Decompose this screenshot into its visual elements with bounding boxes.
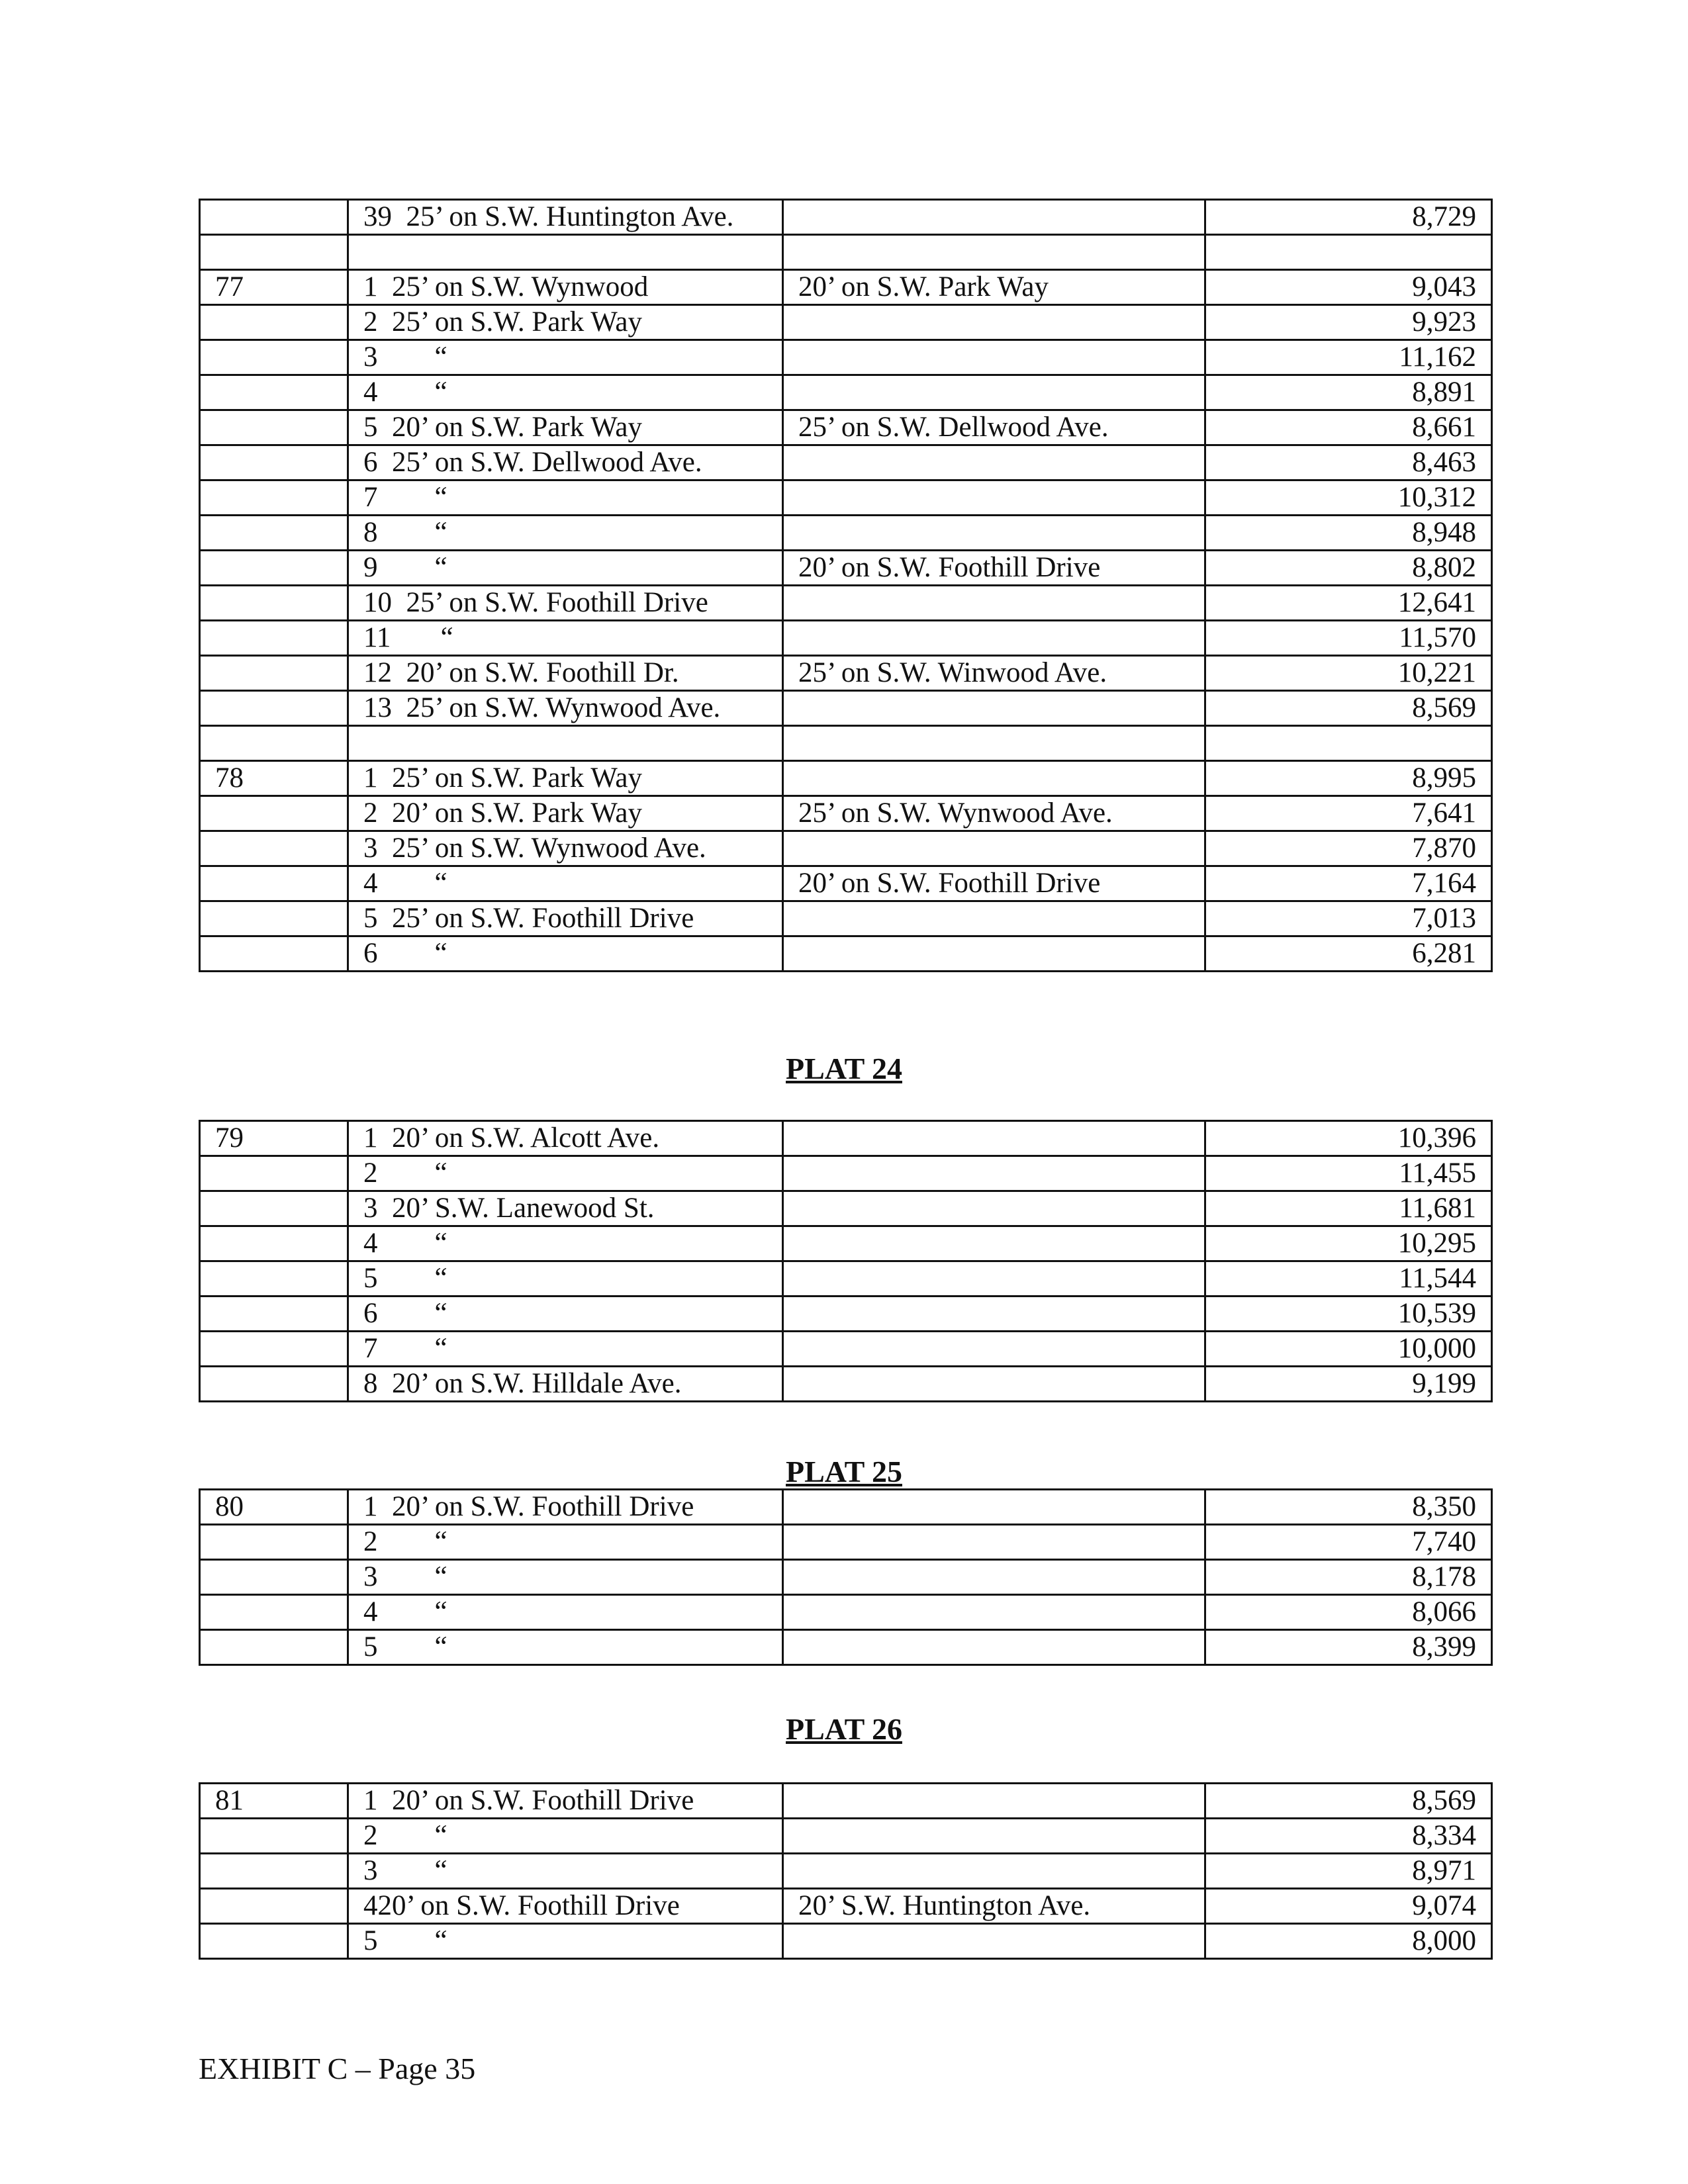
area-cell: 9,923 [1205,305,1492,340]
area-cell: 11,544 [1205,1261,1492,1297]
block-cell [200,340,348,375]
lot-cell: 10 25’ on S.W. Foothill Drive [348,586,783,621]
lot-cell: 5 “ [348,1924,783,1959]
lot-cell: 12 20’ on S.W. Foothill Dr. [348,656,783,691]
block-cell [200,1156,348,1191]
lot-cell [348,235,783,270]
table-row [200,516,1492,551]
frontage-cell [783,305,1205,340]
table-row [200,375,1492,410]
block-cell [200,1560,348,1595]
block-cell [200,621,348,656]
area-cell: 7,740 [1205,1525,1492,1560]
block-cell: 77 [200,270,348,305]
lot-cell: 5 20’ on S.W. Park Way [348,410,783,445]
frontage-cell [783,1924,1205,1959]
lot-cell: 4 “ [348,1595,783,1630]
frontage-cell [783,1297,1205,1332]
block-cell [200,410,348,445]
frontage-cell [783,1121,1205,1156]
area-cell: 8,802 [1205,551,1492,586]
frontage-cell [783,445,1205,480]
table-row [200,1191,1492,1226]
frontage-cell [783,1156,1205,1191]
lot-cell: 3 25’ on S.W. Wynwood Ave. [348,831,783,866]
table-row [200,1121,1492,1156]
area-cell: 10,539 [1205,1297,1492,1332]
lot-cell: 4 “ [348,1226,783,1261]
lot-cell: 4 “ [348,866,783,901]
frontage-cell [783,200,1205,235]
lot-table-plat-26 [199,1782,1493,1960]
area-cell: 9,199 [1205,1367,1492,1402]
block-cell [200,586,348,621]
frontage-cell [783,1784,1205,1819]
block-cell [200,1332,348,1367]
table-row [200,445,1492,480]
area-cell: 8,399 [1205,1630,1492,1665]
frontage-cell [783,480,1205,516]
frontage-cell [783,1525,1205,1560]
frontage-cell [783,936,1205,972]
frontage-cell [783,1367,1205,1402]
block-cell [200,1525,348,1560]
area-cell: 7,164 [1205,866,1492,901]
frontage-cell [783,621,1205,656]
block-cell [200,200,348,235]
frontage-cell: 25’ on S.W. Wynwood Ave. [783,796,1205,831]
frontage-cell [783,1630,1205,1665]
lot-cell: 1 25’ on S.W. Park Way [348,761,783,796]
frontage-cell: 25’ on S.W. Winwood Ave. [783,656,1205,691]
block-cell [200,1191,348,1226]
lot-cell: 2 “ [348,1156,783,1191]
lot-cell: 7 “ [348,480,783,516]
block-cell [200,831,348,866]
block-cell [200,305,348,340]
area-cell: 8,995 [1205,761,1492,796]
block-cell [200,1819,348,1854]
block-cell [200,1297,348,1332]
table-row [200,1297,1492,1332]
lot-cell: 5 “ [348,1261,783,1297]
table-row [200,1630,1492,1665]
block-cell [200,516,348,551]
area-cell: 8,948 [1205,516,1492,551]
area-cell: 11,681 [1205,1191,1492,1226]
area-cell: 6,281 [1205,936,1492,972]
table-row [200,936,1492,972]
table-row [200,551,1492,586]
plat-26-heading: PLAT 26 [786,1712,902,1746]
area-cell: 8,463 [1205,445,1492,480]
frontage-cell [783,375,1205,410]
lot-cell [348,726,783,761]
lot-cell: 3 “ [348,1560,783,1595]
table-row [200,1490,1492,1525]
block-cell [200,936,348,972]
area-cell: 10,312 [1205,480,1492,516]
table-row [200,1367,1492,1402]
lot-cell: 6 “ [348,936,783,972]
frontage-cell: 25’ on S.W. Dellwood Ave. [783,410,1205,445]
table-row [200,796,1492,831]
area-cell: 11,162 [1205,340,1492,375]
lot-cell: 3 “ [348,1854,783,1889]
table-row [200,305,1492,340]
area-cell: 10,000 [1205,1332,1492,1367]
lot-cell: 8 20’ on S.W. Hilldale Ave. [348,1367,783,1402]
area-cell: 7,870 [1205,831,1492,866]
block-cell [200,480,348,516]
table-row [200,1889,1492,1924]
lot-cell: 2 20’ on S.W. Park Way [348,796,783,831]
table-row [200,901,1492,936]
area-cell: 10,221 [1205,656,1492,691]
frontage-cell [783,1191,1205,1226]
block-cell [200,1889,348,1924]
frontage-cell: 20’ on S.W. Foothill Drive [783,551,1205,586]
table-row [200,866,1492,901]
table-row [200,480,1492,516]
lot-cell: 6 25’ on S.W. Dellwood Ave. [348,445,783,480]
frontage-cell [783,586,1205,621]
table-row [200,621,1492,656]
lot-cell: 1 25’ on S.W. Wynwood [348,270,783,305]
frontage-cell [783,1560,1205,1595]
area-cell [1205,235,1492,270]
area-cell: 8,066 [1205,1595,1492,1630]
lot-table-plat-25 [199,1488,1493,1666]
table-row [200,1595,1492,1630]
area-cell: 11,570 [1205,621,1492,656]
table-row [200,200,1492,235]
block-cell [200,1261,348,1297]
frontage-cell [783,235,1205,270]
plat-25-heading: PLAT 25 [786,1455,902,1488]
block-cell [200,1595,348,1630]
block-cell [200,1924,348,1959]
lot-cell: 3 20’ S.W. Lanewood St. [348,1191,783,1226]
block-cell [200,691,348,726]
frontage-cell [783,516,1205,551]
area-cell: 10,396 [1205,1121,1492,1156]
block-cell: 81 [200,1784,348,1819]
table-row [200,1560,1492,1595]
table-row [200,726,1492,761]
lot-cell: 4 “ [348,375,783,410]
block-cell [200,726,348,761]
lot-cell: 2 “ [348,1525,783,1560]
block-cell [200,1630,348,1665]
area-cell [1205,726,1492,761]
table-row [200,1156,1492,1191]
block-cell [200,235,348,270]
frontage-cell [783,1819,1205,1854]
table-row [200,270,1492,305]
area-cell: 8,000 [1205,1924,1492,1959]
table-row [200,235,1492,270]
block-cell [200,1226,348,1261]
area-cell: 9,074 [1205,1889,1492,1924]
area-cell: 8,661 [1205,410,1492,445]
area-cell: 9,043 [1205,270,1492,305]
table-row [200,1332,1492,1367]
lot-cell: 1 20’ on S.W. Alcott Ave. [348,1121,783,1156]
lot-table-plat-23-continued [199,199,1493,972]
lot-cell: 5 “ [348,1630,783,1665]
frontage-cell [783,1595,1205,1630]
block-cell [200,796,348,831]
frontage-cell [783,1226,1205,1261]
frontage-cell [783,726,1205,761]
block-cell [200,1367,348,1402]
table-row [200,410,1492,445]
frontage-cell [783,1332,1205,1367]
block-cell: 80 [200,1490,348,1525]
block-cell [200,866,348,901]
table-row [200,340,1492,375]
block-cell [200,445,348,480]
area-cell: 8,334 [1205,1819,1492,1854]
block-cell [200,656,348,691]
area-cell: 8,729 [1205,200,1492,235]
lot-cell: 8 “ [348,516,783,551]
lot-cell: 6 “ [348,1297,783,1332]
block-cell [200,375,348,410]
lot-cell: 2 25’ on S.W. Park Way [348,305,783,340]
frontage-cell [783,1490,1205,1525]
frontage-cell: 20’ S.W. Huntington Ave. [783,1889,1205,1924]
table-row [200,586,1492,621]
area-cell: 7,641 [1205,796,1492,831]
table-row [200,1854,1492,1889]
area-cell: 8,350 [1205,1490,1492,1525]
lot-cell: 2 “ [348,1819,783,1854]
area-cell: 7,013 [1205,901,1492,936]
area-cell: 11,455 [1205,1156,1492,1191]
table-row [200,761,1492,796]
table-row [200,1261,1492,1297]
lot-cell: 11 “ [348,621,783,656]
page-footer: EXHIBIT C – Page 35 [199,2052,476,2085]
block-cell: 78 [200,761,348,796]
table-row [200,1924,1492,1959]
area-cell: 10,295 [1205,1226,1492,1261]
area-cell: 12,641 [1205,586,1492,621]
lot-cell: 9 “ [348,551,783,586]
lot-cell: 1 20’ on S.W. Foothill Drive [348,1490,783,1525]
block-cell [200,1854,348,1889]
area-cell: 8,569 [1205,691,1492,726]
lot-cell: 1 20’ on S.W. Foothill Drive [348,1784,783,1819]
lot-cell: 7 “ [348,1332,783,1367]
frontage-cell: 20’ on S.W. Foothill Drive [783,866,1205,901]
frontage-cell [783,691,1205,726]
area-cell: 8,971 [1205,1854,1492,1889]
plat-24-heading: PLAT 24 [786,1052,902,1085]
table-row [200,1525,1492,1560]
frontage-cell [783,761,1205,796]
lot-cell: 13 25’ on S.W. Wynwood Ave. [348,691,783,726]
frontage-cell: 20’ on S.W. Park Way [783,270,1205,305]
block-cell [200,901,348,936]
frontage-cell [783,1261,1205,1297]
lot-cell: 39 25’ on S.W. Huntington Ave. [348,200,783,235]
lot-cell: 5 25’ on S.W. Foothill Drive [348,901,783,936]
block-cell: 79 [200,1121,348,1156]
lot-cell: 3 “ [348,340,783,375]
table-row [200,691,1492,726]
frontage-cell [783,901,1205,936]
area-cell: 8,178 [1205,1560,1492,1595]
frontage-cell [783,340,1205,375]
frontage-cell [783,1854,1205,1889]
frontage-cell [783,831,1205,866]
area-cell: 8,891 [1205,375,1492,410]
table-row [200,831,1492,866]
lot-table-plat-24 [199,1120,1493,1402]
block-cell [200,551,348,586]
table-row [200,1819,1492,1854]
area-cell: 8,569 [1205,1784,1492,1819]
table-row [200,656,1492,691]
lot-cell: 420’ on S.W. Foothill Drive [348,1889,783,1924]
table-row [200,1784,1492,1819]
table-row [200,1226,1492,1261]
